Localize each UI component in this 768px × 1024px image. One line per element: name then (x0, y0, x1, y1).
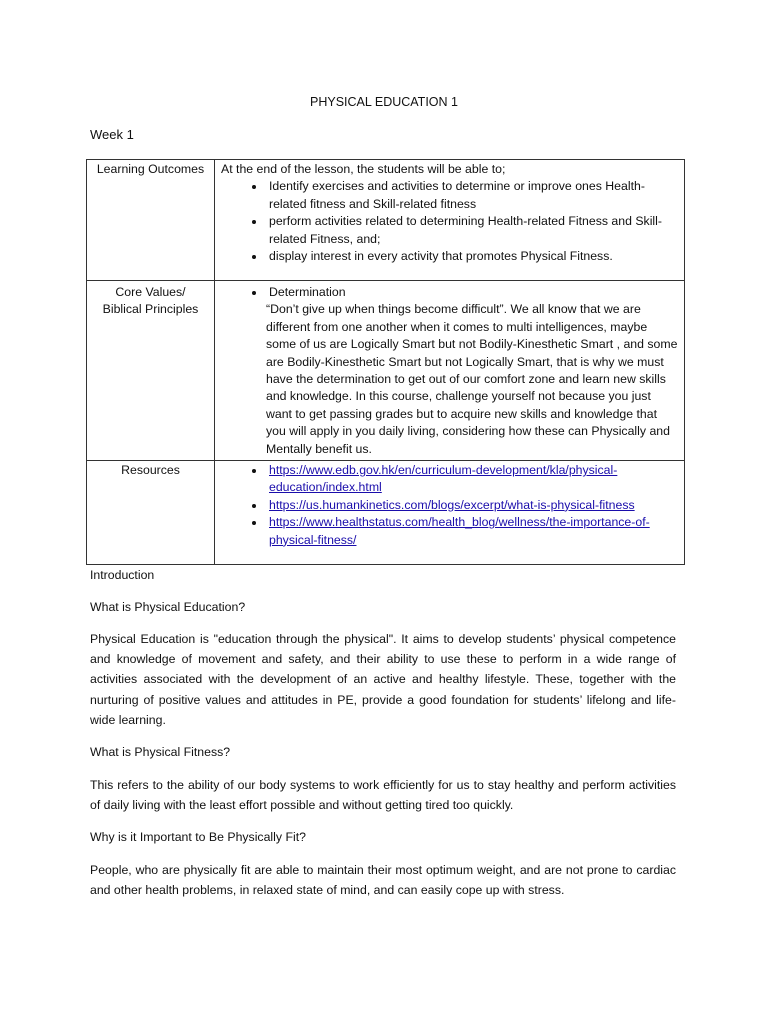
resources-row (87, 461, 685, 565)
list-item: • Identify exercises and activities to determine or improve ones Health-related fitness and Skill-related fitness (266, 178, 678, 213)
core-values-label-line: Core Values/ (115, 285, 186, 299)
list-item: • Determination (266, 284, 678, 301)
question-heading: What is Physical Education? (90, 600, 246, 614)
core-values-label (87, 281, 215, 461)
list-item (266, 497, 678, 514)
introduction-heading: Introduction (90, 568, 155, 582)
core-values-row (87, 281, 685, 461)
learning-outcomes-row (87, 160, 685, 281)
learning-outcomes-label: Learning Outcomes (87, 160, 215, 281)
core-values-label-line: Biblical Principles (102, 302, 199, 317)
learning-outcomes-intro: At the end of the lesson, the students will be able to; (221, 162, 506, 176)
list-item: • display interest in every activity that promotes Physical Fitness. (266, 248, 678, 265)
resources-list (221, 462, 678, 549)
resource-link[interactable]: https://www.healthstatus.com/health_blog/wellness/the-importance-of-physical-fitness/ (269, 515, 650, 547)
core-values-list (221, 284, 678, 301)
learning-outcomes-cell (215, 160, 685, 281)
paragraph: People, who are physically fit are able to maintain their most optimum weight, and are not prone to cardiac and other health problems, in relaxed state of mind, and can easily cope up with stress. (90, 863, 676, 898)
paragraph: Physical Education is "education through the physical". It aims to develop students’ physical competence and knowledge of movement and safety, and their ability to use these to perform in a wide range of activities associated with the development of an active and healthy lifestyle. These, together with the nurturing of positive values and attitudes in PE, provide a good foundation for students’ lifelong and life-wide learning. (90, 632, 676, 727)
resources-cell (215, 461, 685, 565)
list-item (266, 462, 678, 497)
question-heading: What is Physical Fitness? (90, 745, 231, 759)
learning-outcomes-list (221, 178, 678, 265)
page-title: PHYSICAL EDUCATION 1 (310, 95, 458, 109)
resources-label: Resources (87, 461, 215, 565)
list-item: • perform activities related to determining Health-related Fitness and Skill-related Fitness, and; (266, 213, 678, 248)
resource-link[interactable]: https://us.humankinetics.com/blogs/excerpt/what-is-physical-fitness (269, 497, 635, 512)
resource-link[interactable]: https://www.edb.gov.hk/en/curriculum-development/kla/physical-education/index.html (269, 463, 618, 495)
week-label: Week 1 (90, 127, 134, 142)
paragraph: This refers to the ability of our body systems to work efficiently for us to stay healthy and perform activities of daily living with the least effort possible and without getting tired too quickly. (90, 778, 676, 813)
question-heading: Why is it Important to Be Physically Fit? (90, 830, 306, 844)
lesson-table (86, 159, 685, 565)
core-values-cell (215, 281, 685, 461)
list-item (266, 514, 678, 549)
core-values-text: “Don’t give up when things become difficult”. We all know that we are different from one another when it comes to multi intelligences, maybe some of us are Logically Smart but not Bodily-Kinesthetic Smart , and some are Bodily-Kinesthetic Smart but not Logically Smart, that is why we must have the determination to get out of our comfort zone and learn new skills and knowledge. In this course, challenge yourself not because you just want to get passing grades but to acquire new skills and knowledge that you will apply in you daily living, considering how these can Physically and Mentally benefit us. (266, 302, 678, 456)
